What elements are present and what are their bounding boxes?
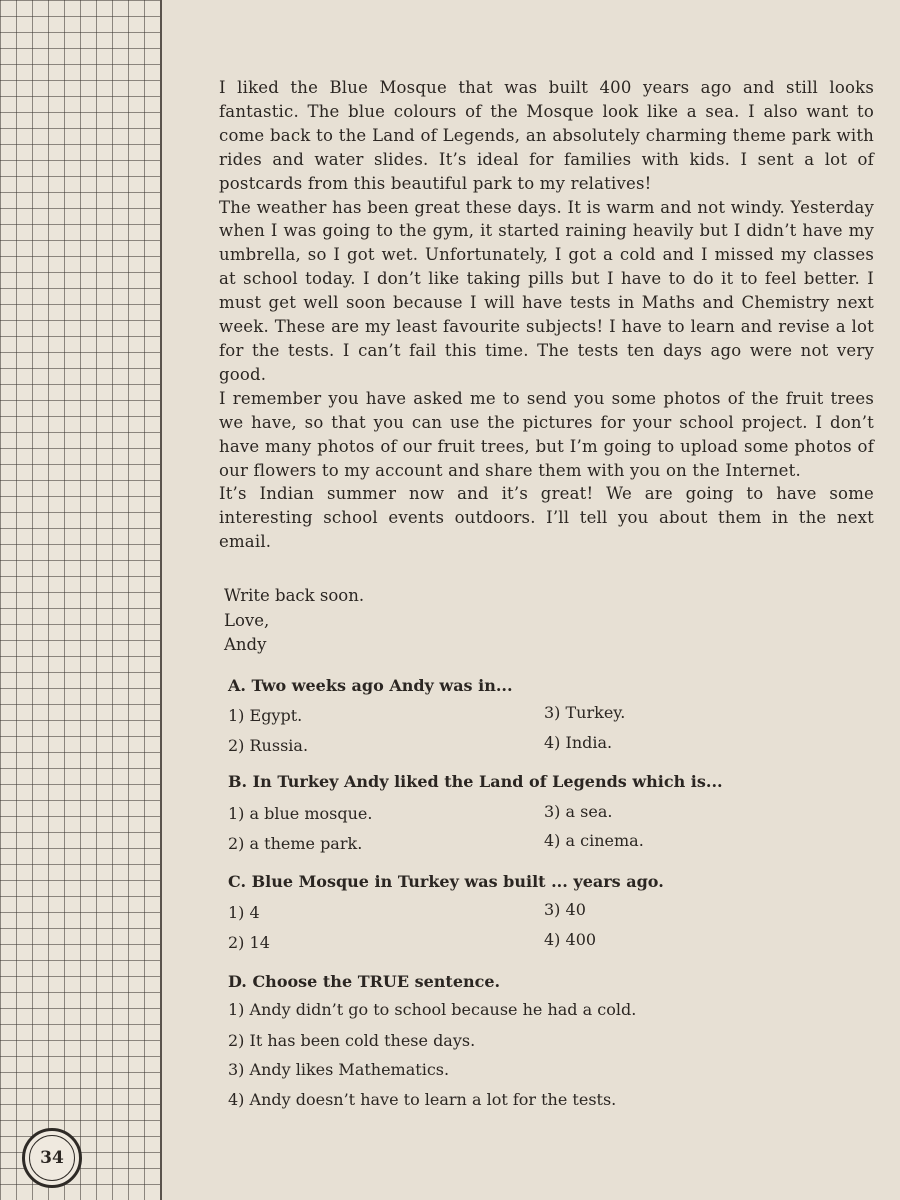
- question-b-option: 3) a sea.: [544, 802, 613, 821]
- letter-closing: Write back soon.: [224, 586, 365, 605]
- page-number-badge: [22, 1128, 82, 1188]
- question-d-option: 3) Andy likes Mathematics.: [228, 1060, 450, 1079]
- question-c-title: C. Blue Mosque in Turkey was built ... years ago.: [228, 872, 664, 891]
- letter-body: [219, 76, 874, 554]
- question-b-option: 2) a theme park.: [228, 834, 363, 853]
- letter-signoff: [224, 584, 364, 658]
- question-b-option: 4) a cinema.: [544, 831, 644, 850]
- letter-paragraph: It’s Indian summer now and it’s great! We are going to have some interesting school events outdoors. I’ll tell you about them in the next email.: [219, 484, 874, 552]
- question-d-title: D. Choose the TRUE sentence.: [228, 972, 501, 991]
- letter-signature: Andy: [224, 635, 267, 654]
- question-b-title: B. In Turkey Andy liked the Land of Legends which is...: [228, 772, 723, 791]
- question-d-option: 2) It has been cold these days.: [228, 1031, 476, 1050]
- question-a-option: 1) Egypt.: [228, 706, 303, 725]
- question-c-option: 3) 40: [544, 900, 586, 919]
- question-c-option: 1) 4: [228, 903, 260, 922]
- grid-margin: [0, 0, 162, 1200]
- question-d-option: 1) Andy didn’t go to school because he had a cold.: [228, 1000, 637, 1019]
- letter-salutation: Love,: [224, 610, 270, 630]
- letter-paragraph: The weather has been great these days. It is warm and not windy. Yesterday when I was going to the gym, it started raining heavily but I didn’t have my umbrella, so I got wet. Unfortunately, I got a cold and I missed my classes at school today. I don’t like taking pills but I have to do it to feel better. I must get well soon because I will have tests in Maths and Chemistry next week. These are my least favourite subjects! I have to learn and revise a lot for the tests. I can’t fail this time. The tests ten days ago were not very good.: [219, 197, 874, 384]
- page-number: 34: [40, 1148, 64, 1168]
- question-a-option: 4) India.: [544, 733, 613, 752]
- question-a-option: 2) Russia.: [228, 736, 309, 755]
- question-d-option: 4) Andy doesn’t have to learn a lot for the tests.: [228, 1090, 617, 1109]
- question-c-option: 4) 400: [544, 930, 597, 949]
- question-c-option: 2) 14: [228, 933, 270, 952]
- letter-paragraph: I remember you have asked me to send you some photos of the fruit trees we have, so that you can use the pictures for your school project. I don’t have many photos of our fruit trees, but I’m going to upload some photos of our flowers to my account and share them with you on the Internet.: [219, 388, 874, 480]
- letter-paragraph: I liked the Blue Mosque that was built 400 years ago and still looks fantastic. The blue colours of the Mosque look like a sea. I also want to come back to the Land of Legends, an absolutely charming theme park with rides and water slides. It’s ideal for families with kids. I sent a lot of postcards from this beautiful park to my relatives!: [219, 78, 874, 193]
- question-a-option: 3) Turkey.: [544, 703, 626, 722]
- question-a-title: A. Two weeks ago Andy was in...: [228, 676, 513, 695]
- question-b-option: 1) a blue mosque.: [228, 804, 373, 823]
